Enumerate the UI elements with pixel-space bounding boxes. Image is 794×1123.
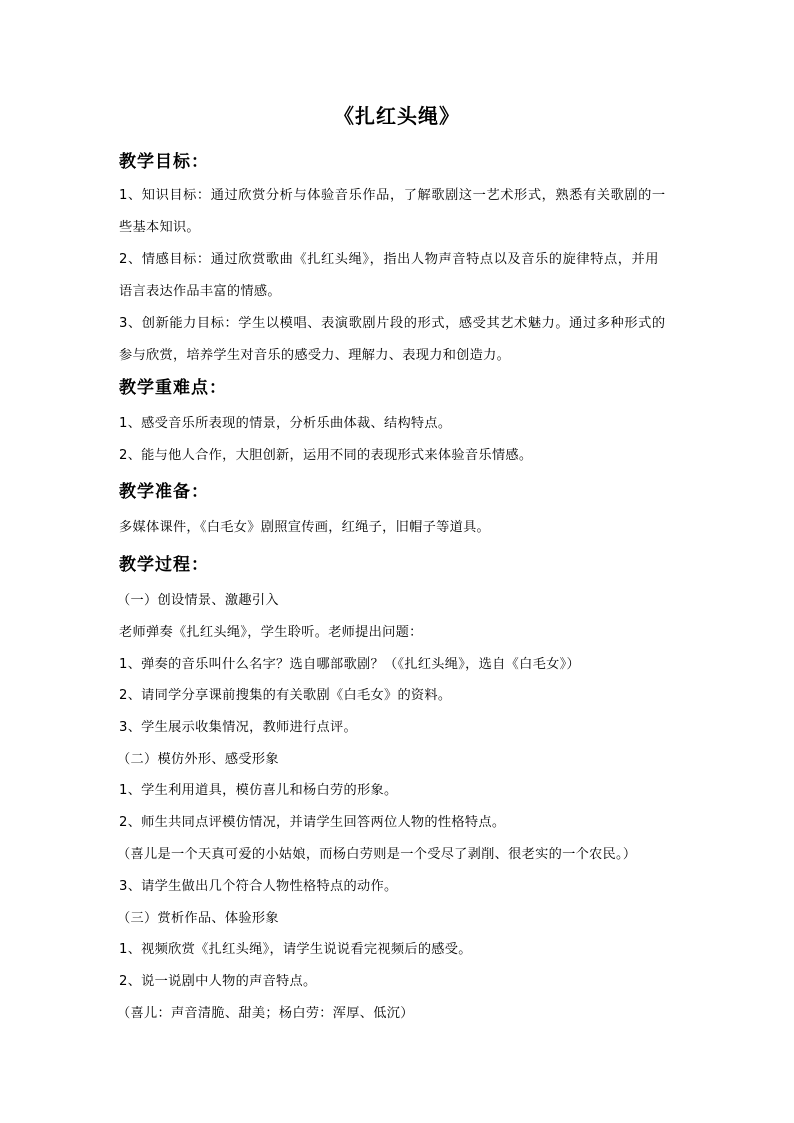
section-heading-process: 教学过程： <box>119 555 209 575</box>
process-line: 2、师生共同点评模仿情况，并请学生回答两位人物的性格特点。 <box>119 815 506 830</box>
section-heading-key-points: 教学重难点： <box>119 378 227 398</box>
goals-line: 些基本知识。 <box>119 220 200 235</box>
goals-line: 3、创新能力目标：学生以模唱、表演歌剧片段的形式，感受其艺术魅力。通过多种形式的 <box>119 316 666 331</box>
section-heading-goals: 教学目标： <box>119 152 209 172</box>
goals-line: 1、知识目标：通过欣赏分析与体验音乐作品，了解歌剧这一艺术形式，熟悉有关歌剧的一 <box>119 188 666 203</box>
process-line: 3、学生展示收集情况，教师进行点评。 <box>119 720 357 735</box>
preparation-line: 多媒体课件，《白毛女》剧照宣传画，红绳子，旧帽子等道具。 <box>119 520 491 535</box>
process-subheading: （一）创设情景、激趣引入 <box>117 593 279 608</box>
section-heading-preparation: 教学准备： <box>119 482 209 502</box>
process-subheading: （二）模仿外形、感受形象 <box>117 752 279 767</box>
process-note: （喜儿是一个天真可爱的小姑娘，而杨白劳则是一个受尽了剥削、很老实的一个农民。） <box>117 847 637 862</box>
process-line: 1、弹奏的音乐叫什么名字？选自哪部歌剧？（《扎红头绳》，选自《白毛女》） <box>119 657 580 672</box>
goals-line: 语言表达作品丰富的情感。 <box>119 284 281 299</box>
document-title: 《扎红头绳》 <box>334 104 460 128</box>
process-subheading: （三）赏析作品、体验形象 <box>117 911 279 926</box>
process-line: 1、学生利用道具，模仿喜儿和杨白劳的形象。 <box>119 783 398 798</box>
process-line: 1、视频欣赏《扎红头绳》，请学生说说看完视频后的感受。 <box>119 942 472 957</box>
process-line: 老师弹奏《扎红头绳》，学生聆听。老师提出问题： <box>119 625 423 640</box>
process-line: 2、请同学分享课前搜集的有关歌剧《白毛女》的资料。 <box>119 688 452 703</box>
key-points-line: 1、感受音乐所表现的情景，分析乐曲体裁、结构特点。 <box>119 416 452 431</box>
process-line: 3、请学生做出几个符合人物性格特点的动作。 <box>119 879 398 894</box>
key-points-line: 2、能与他人合作，大胆创新，运用不同的表现形式来体验音乐情感。 <box>119 448 533 463</box>
process-note: （喜儿：声音清脆、甜美；杨白劳：浑厚、低沉） <box>117 1006 414 1021</box>
process-line: 2、说一说剧中人物的声音特点。 <box>119 974 317 989</box>
goals-line: 2、情感目标：通过欣赏歌曲《扎红头绳》，指出人物声音特点以及音乐的旋律特点，并用 <box>119 252 660 267</box>
goals-line: 参与欣赏，培养学生对音乐的感受力、理解力、表现力和创造力。 <box>119 348 511 363</box>
